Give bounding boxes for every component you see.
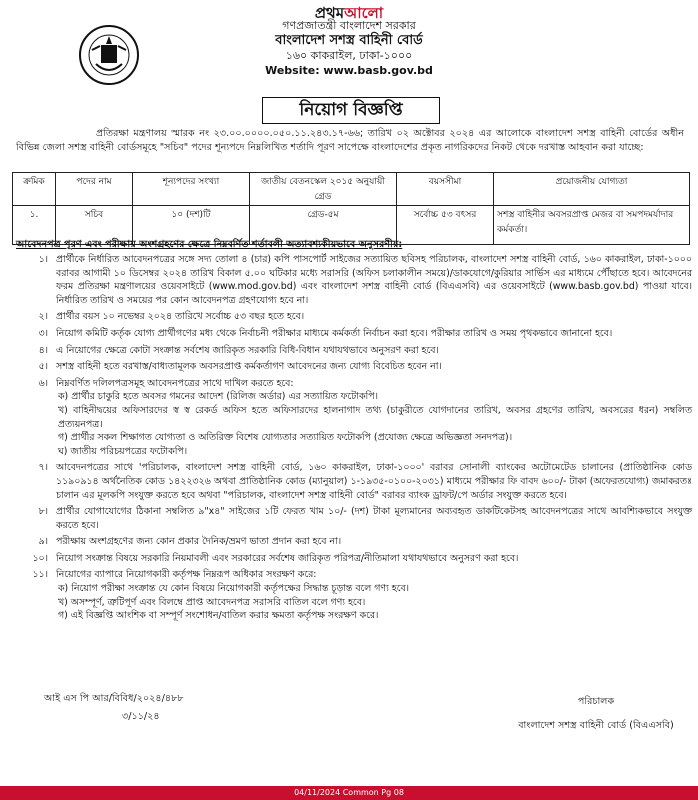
- condition-subitem: গ) এই বিজ্ঞপ্তি আংশিক বা সম্পূর্ণ সংশোধন/বাতিল করার ক্ষমতা কর্তৃপক্ষ সংরক্ষণ করে।: [58, 610, 379, 622]
- condition-item: [12, 535, 692, 549]
- condition-subitem: খ) বাহিনীদ্বয়ের অফিসারদের স্ব স্ব রেকর্ড অফিস হতে অফিসারদের হালনাগাদ তথ্য (চাকুরীতে যোগদানের তারিখ, অবসর গ্রহণের তারিখ, অবসরের ধরন) সম্বলিত প্রত্যয়নপত্র।: [58, 404, 692, 430]
- masthead-part2: আলো: [344, 4, 384, 22]
- col-serial: ক্রমিক: [13, 173, 56, 206]
- cell-qualification: সশস্ত্র বাহিনীর অবসরপ্রাপ্ত মেজর বা সমপদমর্যাদার কর্মকর্তা।: [494, 206, 690, 245]
- header: [4, 18, 694, 78]
- condition-text: প্রার্থীর বয়স ১০ নভেম্বর ২০২৪ তারিখে সর্বোচ্চ ৫৩ বছর হতে হবে।: [56, 311, 305, 323]
- condition-subitem: ক) নিয়োগ পরীক্ষা সংক্রান্ত যে কোন বিষয়ে নিয়োগকারী কর্তৃপক্ষের সিদ্ধান্ত চূড়ান্ত বলে গণ্য হবে।: [58, 583, 410, 595]
- notice-page: [4, 0, 694, 786]
- cell-age-limit: সর্বোচ্চ ৫৩ বৎসর: [397, 206, 494, 245]
- condition-item: [12, 568, 692, 622]
- condition-number: ৭।: [38, 462, 48, 474]
- intro-paragraph: প্রতিরক্ষা মন্ত্রণালয় স্মারক নং ২৩.০০.০০০০.০৫০.১১.২৪৩.১৭-৬৬; তারিখ ০২ অক্টোবর ২০২৪ এর আলোকে বাংলাদেশ সশস্ত্র বাহিনী বোর্ডের অধীন বিভিন্ন জেলা সশস্ত্র বাহিনী বোর্ডসমূহে "সচিব" পদের শূন্যপদে নিম্নলিখিত শর্তাদি পূরণ সাপেক্ষে বাংলাদেশের প্রকৃত নাগরিকদের নিকট থেকে দরখাস্ত আহবান করা যাচ্ছে:: [16, 128, 684, 153]
- condition-item: [12, 253, 692, 307]
- condition-item: [12, 377, 692, 459]
- condition-number: ১।: [38, 254, 48, 265]
- cell-post-name: সচিব: [56, 206, 133, 245]
- condition-number: ৬।: [38, 377, 48, 389]
- condition-number: ৪।: [38, 344, 48, 356]
- condition-text: নিয়োগ কমিটি কর্তৃক যোগ্য প্রার্থীগণের মধ্য থেকে নির্বাচনী পরীক্ষার মাধ্যমে কর্মকর্তা নির্বাচন করা হবে। পরীক্ষার তারিখ ও সময় পৃথকভাবে জানানো হবে।: [56, 327, 613, 339]
- condition-item: [12, 327, 692, 341]
- condition-lead: নিম্নবর্ণিত দলিলপত্রসমূহ আবেদনপত্রের সাথে দাখিল করতে হবে:: [56, 377, 294, 389]
- condition-item: [12, 505, 692, 532]
- condition-number: ১০।: [32, 552, 48, 564]
- condition-item: [12, 552, 692, 566]
- condition-text: নিয়োগ সংক্রান্ত বিষয়ে সরকারি নিয়মাবলী এবং সরকারের সর্বশেষ জারিকৃত পরিপত্র/নীতিমালা যথাযথভাবে অনুসরণ করা হবে।: [56, 552, 519, 564]
- condition-number: ৩।: [38, 327, 48, 339]
- masthead-part1: প্রথম: [314, 4, 345, 22]
- condition-number: ১১।: [32, 569, 48, 581]
- notice-title: নিয়োগ বিজ্ঞপ্তি: [262, 97, 440, 124]
- condition-number: ৮।: [38, 506, 48, 518]
- col-age-limit: বয়সসীমা: [397, 173, 494, 206]
- cell-grade: গ্রেড-৫ম: [250, 206, 397, 245]
- issue-date: ৩/১১/২৪: [122, 711, 160, 722]
- board-website: Website: www.basb.gov.bd: [265, 64, 433, 77]
- reference-number: আই এস পি আর/বিবিধ/২০২৪/৪৮৮: [44, 693, 184, 704]
- condition-text: [56, 377, 692, 459]
- col-qualification: প্রয়োজনীয় যোগ্যতা: [494, 173, 690, 206]
- condition-subitem: ক) প্রার্থীর চাকুরি হতে অবসর গমনের আদেশ (রিলিজ অর্ডার) এর সত্যায়িত ফটোকপি।: [58, 391, 378, 403]
- condition-text: এ নিয়োগের ক্ষেত্রে কোটা সংক্রান্ত সর্বশেষ জারিকৃত সরকারি বিধি-বিধান যথাযথভাবে অনুসরণ করা হবে।: [56, 344, 439, 356]
- condition-subitem: গ) প্রার্থীর সকল শিক্ষাগত যোগ্যতা ও অতিরিক্ত বিশেষ যোগ্যতার সত্যায়িত ফটোকপি (প্রযোজ্য ক্ষেত্রে অভিজ্ঞতা সনদপত্র)।: [58, 432, 513, 444]
- government-name: গণপ্রজাতন্ত্রী বাংলাদেশ সরকার: [282, 19, 416, 32]
- signer-office: বাংলাদেশ সশস্ত্র বাহিনী বোর্ড (বিএএসবি): [518, 720, 674, 731]
- condition-text: আবেদনপত্রের সাথে 'পরিচালক, বাংলাদেশ সশস্ত্র বাহিনী বোর্ড, ১৬০ কাকরাইল, ঢাকা-১০০০' বরাবর সোনালী ব্যাংকের অটোমেটেড চালানের (প্রাতিষ্ঠানিক কোড ১১৯০৯১৪ অর্থনৈতিক কোড ১৪২২৩২৬ অথবা প্রাতিষ্ঠানিক কোড (ম্যানুয়াল) ১-১৯৩৫-০১০০-২০৩১) মাধ্যমে পরীক্ষার ফি বাবদ ৬০০/- টাকা (অফেরতযোগ্য) জমাকরতঃ চালান এর মূলকপি সংযুক্ত করতে হবে অথবা "পরিচালক, বাংলাদেশ সশস্ত্র বাহিনী বোর্ড" বরাবর ব্যাংক ড্রাফট/পে অর্ডার সংযুক্ত করতে হবে।: [56, 462, 692, 501]
- condition-text: প্রার্থীর যোগাযোগের ঠিকানা সম্বলিত ৯"x৪" সাইজের ১টি ফেরত খাম ১০/- (দশ) টাকা মূল্যমানের অব্যবহৃত ডাকটিকেটসহ আবেদনপত্রের সাথে আবশ্যিকভাবে সংযুক্ত করতে হবে।: [56, 506, 692, 531]
- condition-item: [12, 461, 692, 502]
- condition-text: প্রার্থীকে নির্ধারিত আবেদনপত্রের সঙ্গে সদ্য তোলা ৪ (চার) কপি পাসপোর্ট সাইজের সত্যায়িত ছবিসহ পরিচালক, বাংলাদেশ সশস্ত্র বাহিনী বোর্ড, ১৬০ কাকরাইল, ঢাকা-১০০০ বরাবর আগামী ১০ ডিসেম্বর ২০২৪ তারিখ বিকাল ৫.০০ ঘটিকার মধ্যে সরাসরি (অফিস চলাকালীন সময়ে)/ডাকযোগে/কুরিয়ার সার্ভিস এর মাধ্যমে পৌঁছাতে হবে। আবেদনের ফরম প্রতিরক্ষা মন্ত্রণালয়ের ওয়েবসাইটে (www.mod.gov.bd) এবং বাংলাদেশ সশস্ত্র বাহিনী বোর্ড (বিএএসবি) এর ওয়েবসাইটে (www.basb.gov.bd) পাওয়া যাবে। নির্ধারিত তারিখ ও সময়ের পর কোন আবেদনপত্র গ্রহণযোগ্য হবে না।: [56, 254, 692, 306]
- condition-item: [12, 310, 692, 324]
- cell-vacancies: ১০ (দশ)টি: [133, 206, 250, 245]
- board-address: ১৬০ কাকরাইল, ঢাকা-১০০০: [285, 49, 413, 62]
- col-grade: জাতীয় বেতনস্কেল ২০১৫ অনুযায়ী গ্রেড: [250, 173, 397, 206]
- conditions-heading: আবেদনপত্র পূরণ এবং পরীক্ষায় অংশগ্রহণের ক্ষেত্রে নিম্নবর্ণিত শর্তাবলী অত্যাবশ্যকীয়ভাবে অনুসরণীয়:: [16, 239, 403, 250]
- condition-number: ৯।: [38, 536, 48, 548]
- table-header-row: [13, 173, 690, 206]
- condition-text: [56, 568, 692, 622]
- conditions-list: [12, 253, 692, 626]
- condition-lead: নিয়োগের ব্যাপারে নিয়োগকারী কর্তৃপক্ষ নিম্নরূপ অধিকার সংরক্ষণ করে:: [56, 569, 317, 581]
- signer-designation: পরিচালক: [577, 696, 615, 707]
- condition-subitem: খ) অসম্পূর্ণ, ত্রুটিপূর্ণ এবং বিলম্বে প্রাপ্ত আবেদনপত্র সরাসরি বাতিল বলে গণ্য হবে।: [58, 596, 366, 608]
- page-footer: 04/11/2024 Common Pg 08: [0, 786, 698, 800]
- col-post-name: পদের নাম: [56, 173, 133, 206]
- board-name: বাংলাদেশ সশস্ত্র বাহিনী বোর্ড: [275, 33, 423, 48]
- condition-number: ৫।: [38, 361, 48, 373]
- condition-item: [12, 360, 692, 374]
- col-vacancies: শূন্যপদের সংখ্যা: [133, 173, 250, 206]
- condition-text: সশস্ত্র বাহিনী হতে বরখাস্ত/বাধ্যতামূলক অবসরপ্রাপ্ত কর্মকর্তাগণ আবেদনের জন্য যোগ্য বিবেচিত হবেন না।: [56, 361, 442, 373]
- condition-text: পরীক্ষায় অংশগ্রহণের জন্য কোন প্রকার দৈনিক/ভ্রমণ ভাতা প্রদান করা হবে না।: [56, 536, 342, 548]
- condition-item: [12, 344, 692, 358]
- condition-subitem: ঘ) জাতীয় পরিচয়পত্রের ফটোকপি।: [58, 445, 188, 457]
- condition-number: ২।: [38, 311, 48, 323]
- cell-serial: ১.: [13, 206, 56, 245]
- posts-table: [12, 172, 690, 245]
- signature-block: [516, 695, 676, 733]
